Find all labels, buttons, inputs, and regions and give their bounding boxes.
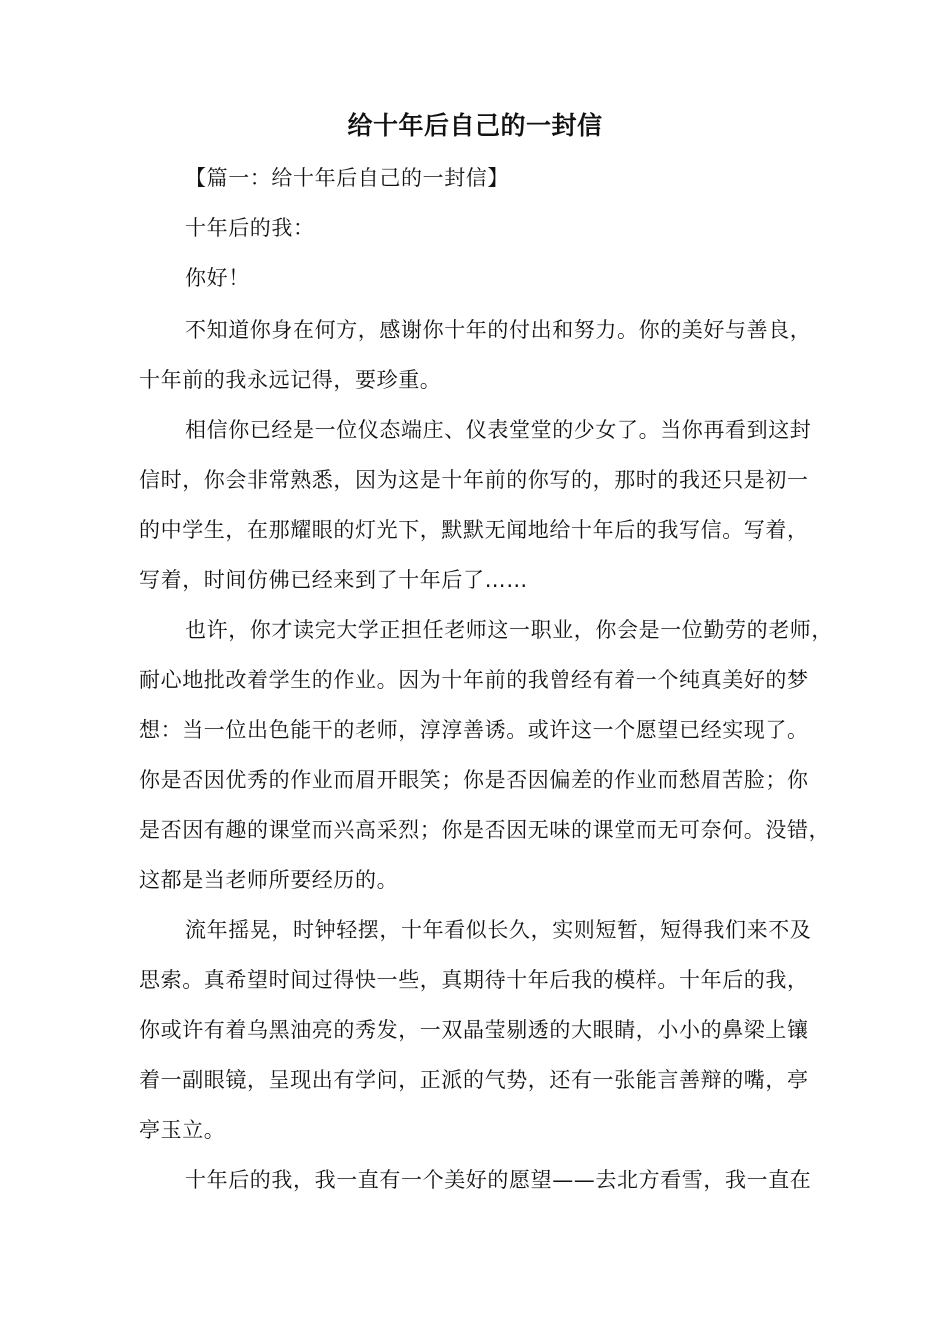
- section-heading: 【篇一：给十年后自己的一封信】: [185, 166, 509, 190]
- body-line: 信时，你会非常熟悉，因为这是十年前的你写的，那时的我还只是初一: [139, 468, 809, 492]
- body-line: 十年前的我永远记得，要珍重。: [139, 368, 442, 392]
- body-line: 相信你已经是一位仪态端庄、仪表堂堂的少女了。当你再看到这封: [185, 418, 812, 442]
- body-line: 想：当一位出色能干的老师，淳淳善诱。或许这一个愿望已经实现了。: [139, 718, 809, 742]
- body-line: 写着，时间仿佛已经来到了十年后了……: [139, 568, 528, 592]
- body-line: 的中学生，在那耀眼的灯光下，默默无闻地给十年后的我写信。写着，: [139, 518, 809, 542]
- greeting: 你好！: [185, 266, 250, 290]
- body-line: 你是否因优秀的作业而眉开眼笑；你是否因偏差的作业而愁眉苦脸；你: [139, 768, 809, 792]
- body-line: 流年摇晃，时钟轻摆，十年看似长久，实则短暂，短得我们来不及: [185, 918, 812, 942]
- body-line: 思索。真希望时间过得快一些，真期待十年后我的模样。十年后的我，: [139, 968, 809, 992]
- body-line: 你或许有着乌黑油亮的秀发，一双晶莹剔透的大眼睛，小小的鼻梁上镶: [139, 1018, 809, 1042]
- body-line: 这都是当老师所要经历的。: [139, 868, 399, 892]
- body-line: 着一副眼镜，呈现出有学问，正派的气势，还有一张能言善辩的嘴，亭: [139, 1068, 809, 1092]
- body-line: 十年后的我，我一直有一个美好的愿望——去北方看雪，我一直在: [185, 1168, 812, 1192]
- body-line: 是否因有趣的课堂而兴高采烈；你是否因无味的课堂而无可奈何。没错，: [139, 818, 831, 842]
- body-line: 也许，你才读完大学正担任老师这一职业，你会是一位勤劳的老师，: [185, 618, 833, 642]
- document-title: 给十年后自己的一封信: [347, 111, 603, 140]
- body-line: 不知道你身在何方，感谢你十年的付出和努力。你的美好与善良，: [185, 318, 812, 342]
- body-line: 耐心地批改着学生的作业。因为十年前的我曾经有着一个纯真美好的梦: [139, 668, 809, 692]
- salutation: 十年后的我：: [185, 216, 315, 240]
- body-line: 亭玉立。: [139, 1118, 226, 1142]
